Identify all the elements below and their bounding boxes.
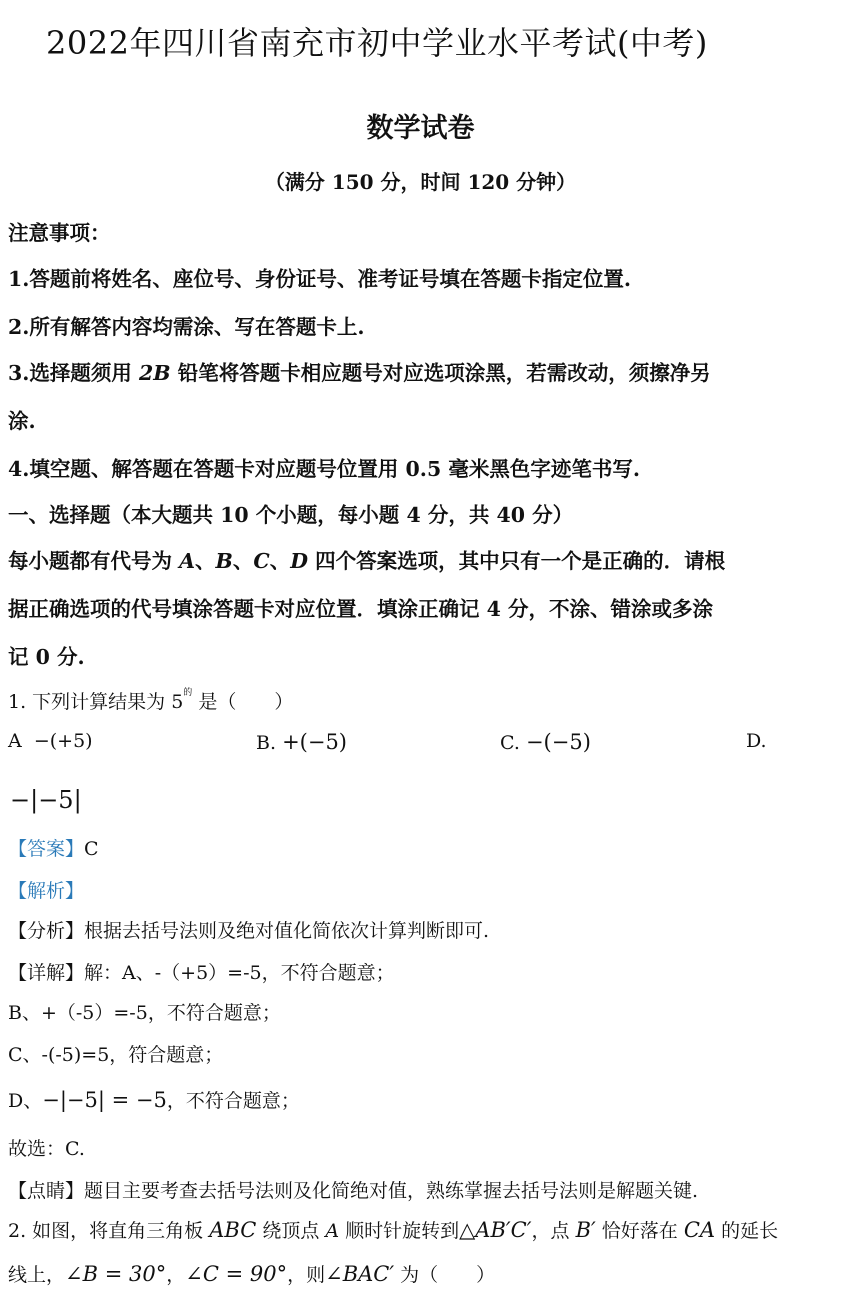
- option-letter-c: C: [253, 549, 270, 573]
- dianjing-text: 题目主要考查去括号法则及化简绝对值，熟练掌握去括号法则是解题关键.: [84, 1180, 699, 1202]
- line-d-prefix: D、: [8, 1090, 43, 1112]
- q1-stem-text: 1. 下列计算结果为 5: [8, 691, 184, 713]
- score-info: （满分 150 分，时间 120 分钟）: [264, 170, 577, 194]
- exam-title: 2022年四川省南充市初中学业水平考试(中考): [46, 24, 708, 62]
- q2-text: 为（ ）: [394, 1264, 496, 1286]
- intro-sep: 、: [269, 549, 291, 573]
- q2-angle-bac: ∠BAC′: [325, 1262, 395, 1286]
- answer-tag: 【答案】: [8, 838, 85, 860]
- option-a-expr: −(+5): [33, 730, 93, 752]
- q1-option-b: [256, 730, 347, 754]
- option-letter-d: D: [290, 549, 308, 573]
- intro-text: 四个答案选项，其中只有一个是正确的．请根: [307, 549, 726, 573]
- q2-angle-c: ∠C = 90°: [185, 1262, 288, 1286]
- q2-text: 的延长: [715, 1220, 779, 1242]
- q1-option-c: [500, 730, 591, 754]
- notice-item-3-text: 铅笔将答题卡相应题号对应选项涂黑，若需改动，须擦净另: [170, 361, 711, 385]
- notice-item-4: 4.填空题、解答题在答题卡对应题号位置用 0.5 毫米黑色字迹笔书写.: [8, 457, 640, 481]
- section1-heading: 一、选择题（本大题共 10 个小题，每小题 4 分，共 40 分）: [8, 503, 574, 527]
- q1-stem-sup: 的: [183, 688, 193, 698]
- q2-triangle: △AB′C′: [459, 1218, 532, 1242]
- section1-intro-line1: [8, 544, 725, 574]
- q1-option-d-expr: −|−5|: [10, 786, 82, 814]
- q2-line-2: [8, 1260, 495, 1287]
- notice-item-3: [8, 356, 711, 386]
- notice-item-3-prefix: 3.选择题须用: [8, 361, 140, 385]
- q2-text: 线上，: [8, 1264, 66, 1286]
- q1-option-a: [8, 730, 93, 752]
- q1-dianjing: [8, 1176, 698, 1203]
- q2-text: 顺时针旋转到: [339, 1220, 460, 1242]
- q2-text: ，则: [287, 1264, 326, 1286]
- section1-intro-line2: 据正确选项的代号填涂答题卡对应位置．填涂正确记 4 分，不涂、错涂或多涂: [8, 597, 714, 621]
- option-c-expr: −(−5): [525, 730, 591, 754]
- option-b-label: B.: [256, 732, 277, 754]
- q2-text: 2. 如图，将直角三角板: [8, 1220, 210, 1242]
- q2-text: 绕顶点: [256, 1220, 326, 1242]
- option-letter-b: B: [215, 549, 233, 573]
- q2-point-bprime: B′: [575, 1218, 596, 1242]
- q2-abc: ABC: [209, 1218, 257, 1242]
- q2-text: 恰好落在: [595, 1220, 684, 1242]
- intro-sep: 、: [195, 549, 216, 573]
- notice-item-3-cont: 涂.: [8, 409, 36, 433]
- q2-angle-b: ∠B = 30°: [65, 1262, 167, 1286]
- q1-stem-paren: 是（ ）: [192, 691, 294, 713]
- q1-line-c: C、-(-5)=5，符合题意；: [8, 1044, 224, 1066]
- q2-text: ，: [166, 1264, 186, 1286]
- option-c-label: C.: [500, 732, 520, 754]
- q1-choose: 故选：C.: [8, 1138, 85, 1160]
- q2-line-1: [8, 1216, 778, 1243]
- fenxi-tag: 【分析】: [8, 920, 85, 942]
- option-letter-a: A: [179, 549, 196, 573]
- notice-item-2: 2.所有解答内容均需涂、写在答题卡上.: [8, 315, 365, 339]
- xiangjie-tag: 【详解】: [8, 962, 85, 984]
- xiangjie-text: 解：A、-（+5）=-5，不符合题意；: [84, 962, 395, 984]
- notice-heading: 注意事项：: [8, 221, 111, 245]
- line-d-suffix: ，不符合题意；: [166, 1090, 300, 1112]
- answer-value: C: [84, 838, 99, 860]
- intro-text: 每小题都有代号为: [8, 549, 180, 573]
- option-a-label: A: [8, 730, 22, 752]
- line-d-expr: −|−5| = −5: [42, 1088, 167, 1112]
- q1-line-d: [8, 1086, 300, 1113]
- section1-intro-line3: 记 0 分.: [8, 645, 85, 669]
- q1-answer: [8, 834, 99, 861]
- q2-segment-ca: CA: [683, 1218, 716, 1242]
- analysis-tag: 【解析】: [8, 880, 85, 902]
- q1-option-d-label: D.: [746, 730, 767, 752]
- intro-sep: 、: [232, 549, 254, 573]
- q1-xiangjie: [8, 958, 395, 985]
- notice-item-1: 1.答题前将姓名、座位号、身份证号、准考证号填在答题卡指定位置.: [8, 267, 632, 291]
- q1-fenxi: [8, 916, 489, 943]
- pencil-grade: 2B: [139, 361, 171, 385]
- q1-line-b: B、+（-5）=-5，不符合题意；: [8, 1002, 281, 1024]
- subject-title: 数学试卷: [366, 113, 475, 144]
- q2-text: ，点: [531, 1220, 576, 1242]
- q1-stem: [8, 687, 293, 714]
- option-b-expr: +(−5): [282, 730, 348, 754]
- dianjing-tag: 【点睛】: [8, 1180, 85, 1202]
- fenxi-text: 根据去括号法则及绝对值化简依次计算判断即可.: [84, 920, 490, 942]
- q2-vertex-a: A: [325, 1220, 340, 1242]
